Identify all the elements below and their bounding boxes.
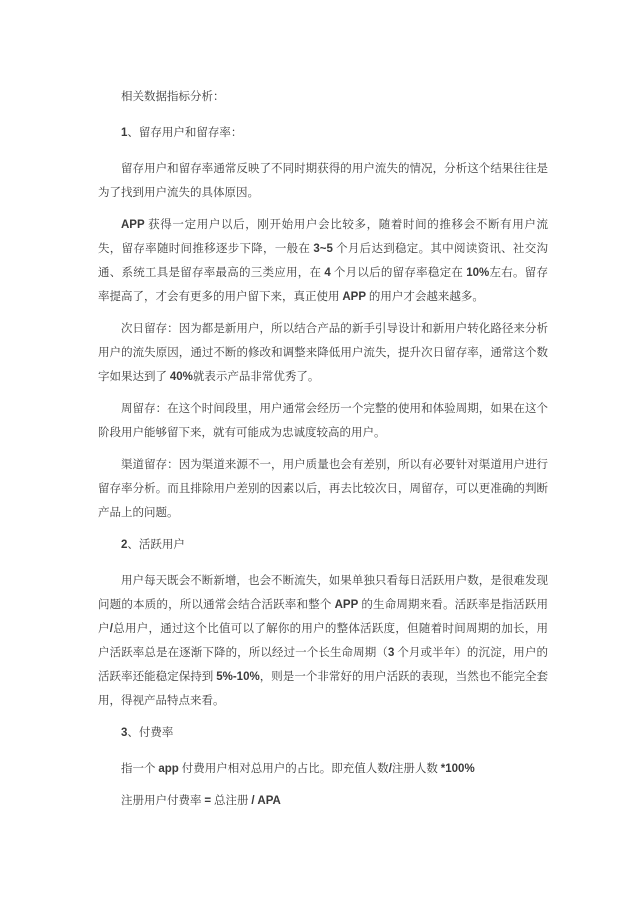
section-heading-active-users: 2、活跃用户 [121,539,185,551]
paragraph-channel-retention: 渠道留存：因为渠道来源不一，用户质量也会有差别，所以有必要针对渠道用户进行留存率分析。而且排除用户差别的因素以后，再去比较次日，周留存，可以更准确的判断产品上的问题。 [98,459,548,519]
paragraph-payment-rate-definition: 指一个 app 付费用户相对总用户的占比。即充值人数/注册人数 *100% [121,763,475,775]
section-heading-payment-rate: 3、付费率 [121,727,174,739]
paragraph-payment-rate-formula: 注册用户付费率 = 总注册 / APA [121,795,281,807]
document-title: 相关数据指标分析： [121,91,225,103]
paragraph-retention-intro: 留存用户和留存率通常反映了不同时期获得的用户流失的情况，分析这个结果往往是为了找到用户流失的具体原因。 [98,163,548,199]
paragraph-active-users: 用户每天既会不断新增，也会不断流失，如果单独只看每日活跃用户数，是很难发现问题的本质的，所以通常会结合活跃率和整个 APP 的生命周期来看。活跃率是指活跃用户/总用户，通过这个比值可以了解你的用户的整体活跃度，但随着时间周期的加长，用户活跃率总是在逐渐下降的，所以经过一个长生命周期（3 个月或半年）的沉淀，用户的活跃率还能稳定保持到 5%-10%，则是一个非常好的用户活跃的表现，当然也不能完全套用，得视产品特点来看。 [98,575,549,707]
paragraph-next-day-retention: 次日留存：因为都是新用户，所以结合产品的新手引导设计和新用户转化路径来分析用户的流失原因，通过不断的修改和调整来降低用户流失，提升次日留存率，通常这个数字如果达到了 40%就表示产品非常优秀了。 [98,323,548,383]
section-heading-retention: 1、留存用户和留存率： [121,127,243,139]
paragraph-retention-curve: APP 获得一定用户以后，刚开始用户会比较多，随着时间的推移会不断有用户流失，留存率随时间推移逐步下降，一般在 3~5 个月后达到稳定。其中阅读资讯、社交沟通、系统工具是留存率最高的三类应用，在 4 个月以后的留存率稳定在 10%左右。留存率提高了，才会有更多的用户留下来，真正使用 APP 的用户才会越来越多。 [98,219,549,303]
paragraph-weekly-retention: 周留存：在这个时间段里，用户通常会经历一个完整的使用和体验周期，如果在这个阶段用户能够留下来，就有可能成为忠诚度较高的用户。 [98,403,548,439]
